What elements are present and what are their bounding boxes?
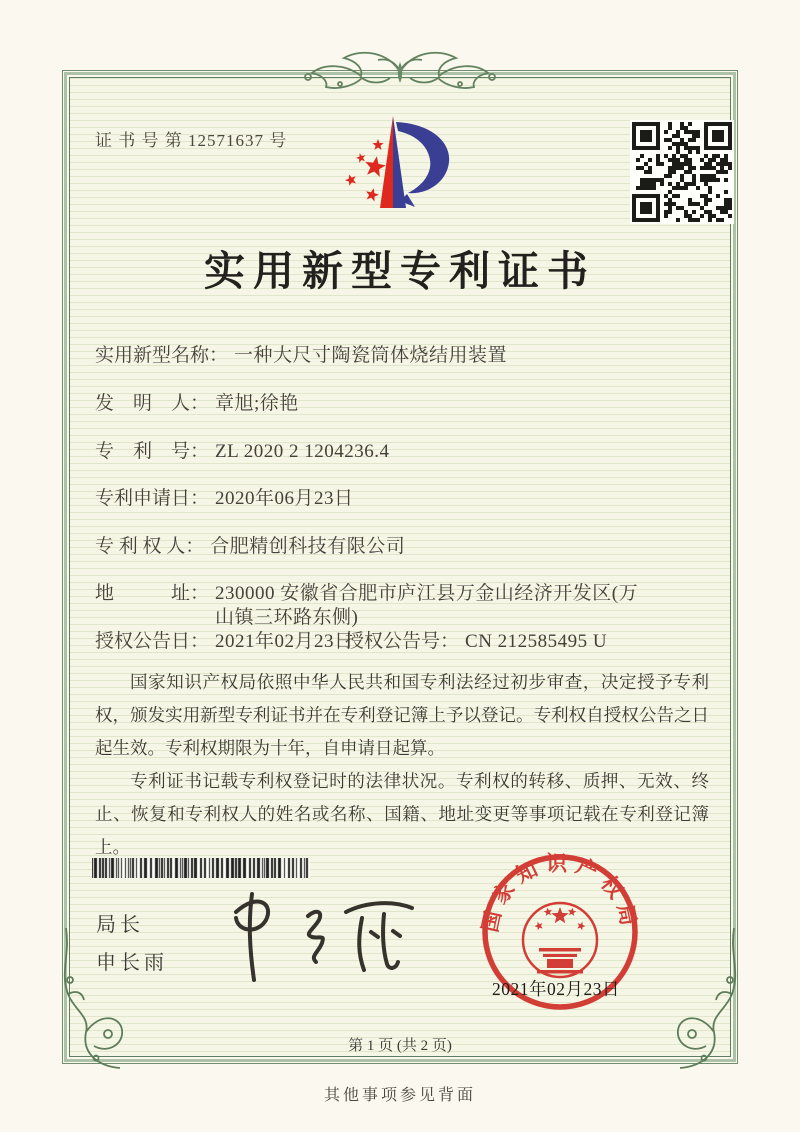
back-side-note: 其他事项参见背面 xyxy=(323,1087,476,1104)
field-inventor xyxy=(95,392,299,416)
paragraph-grant-statement: 国家知识产权局依照中华人民共和国专利法经过初步审查，决定授予专利权，颁发实用新型专利证书并在专利登记簿上予以登记。专利权自授权公告之日起生效。专利权期限为十年，自申请日起算。 xyxy=(95,672,709,758)
top-flourish-ornament xyxy=(250,46,550,94)
field-value: ZL 2020 2 1204236.4 xyxy=(215,441,390,462)
seal-text: 国家知识产权局 xyxy=(477,851,643,935)
field-value: 合肥精创科技有限公司 xyxy=(210,536,406,557)
field-address xyxy=(95,582,647,630)
field-label: 专 利 权 人： xyxy=(95,536,205,557)
field-value: 章旭;徐艳 xyxy=(215,393,299,414)
qr-code-icon xyxy=(630,120,734,224)
field-utility-model-name xyxy=(95,344,507,368)
field-value: 2020年06月23日 xyxy=(215,488,354,509)
paragraph-register-statement: 专利证书记载专利权登记时的法律状况。专利权的转移、质押、无效、终止、恢复和专利权人的姓名或名称、国籍、地址变更等事项记载在专利登记簿上。 xyxy=(95,771,709,857)
director-signature-icon xyxy=(212,876,422,986)
field-patentee xyxy=(95,535,405,559)
cnipa-logo-icon xyxy=(338,110,470,214)
grant-date-label: 授权公告日： xyxy=(95,631,210,652)
field-label: 专 利 号： xyxy=(95,441,210,462)
page-number: 第 1 页 (共 2 页) xyxy=(348,1038,452,1054)
barcode-icon xyxy=(92,858,310,878)
director-title: 局长 xyxy=(96,914,144,936)
field-label: 发 明 人： xyxy=(95,393,210,414)
seal-date: 2021年02月23日 xyxy=(492,979,620,999)
certificate-title: 实用新型专利证书 xyxy=(204,248,596,294)
field-label: 实用新型名称： xyxy=(95,345,229,366)
grant-number-label: 授权公告号： xyxy=(345,631,460,652)
field-patent-number xyxy=(95,440,390,464)
director-name: 申长雨 xyxy=(96,952,168,974)
field-grant-announcement xyxy=(95,630,608,654)
certificate-number: 证 书 号 第 12571637 号 xyxy=(95,131,288,150)
field-application-date xyxy=(95,487,354,511)
grant-number-value: CN 212585495 U xyxy=(465,631,608,652)
field-value: 一种大尺寸陶瓷筒体烧结用装置 xyxy=(234,345,508,366)
field-label: 地 址： xyxy=(95,583,210,604)
field-label: 专利申请日： xyxy=(95,488,210,509)
legal-statement-paragraphs xyxy=(95,666,709,864)
grant-date-value: 2021年02月23日 xyxy=(215,631,354,652)
svg-text:国家知识产权局 xyxy=(478,852,642,935)
field-value: 230000 安徽省合肥市庐江县万金山经济开发区(万山镇三环路东侧) xyxy=(215,583,639,628)
